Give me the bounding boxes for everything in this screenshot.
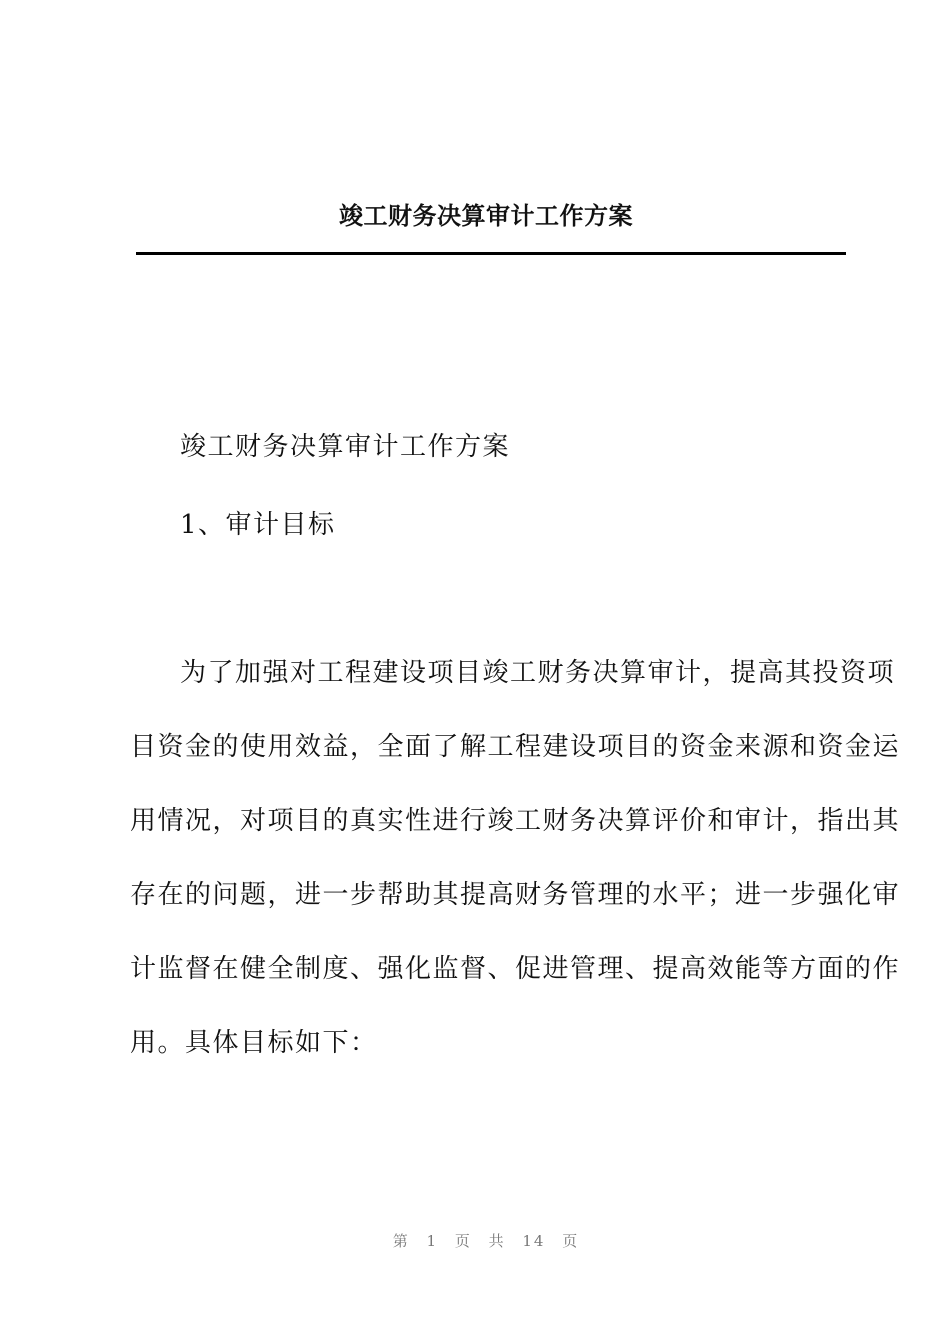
page-number-footer: 第 1 页 共 14 页 <box>392 1232 580 1250</box>
paragraph-line: 用。具体目标如下： <box>130 1028 378 1058</box>
paragraph-line: 用情况，对项目的真实性进行竣工财务决算评价和审计，指出其 <box>130 806 901 836</box>
paragraph-line: 为了加强对工程建设项目竣工财务决算审计，提高其投资项 <box>180 658 896 688</box>
section-heading: 1、审计目标 <box>180 510 336 540</box>
paragraph-line: 计监督在健全制度、强化监督、促进管理、提高效能等方面的作 <box>130 954 901 984</box>
paragraph-line: 存在的问题，进一步帮助其提高财务管理的水平；进一步强化审 <box>130 880 901 910</box>
title-divider <box>136 252 846 255</box>
paragraph-line: 目资金的使用效益，全面了解工程建设项目的资金来源和资金运 <box>130 732 901 762</box>
document-subtitle: 竣工财务决算审计工作方案 <box>180 432 511 462</box>
page-title: 竣工财务决算审计工作方案 <box>339 202 633 230</box>
